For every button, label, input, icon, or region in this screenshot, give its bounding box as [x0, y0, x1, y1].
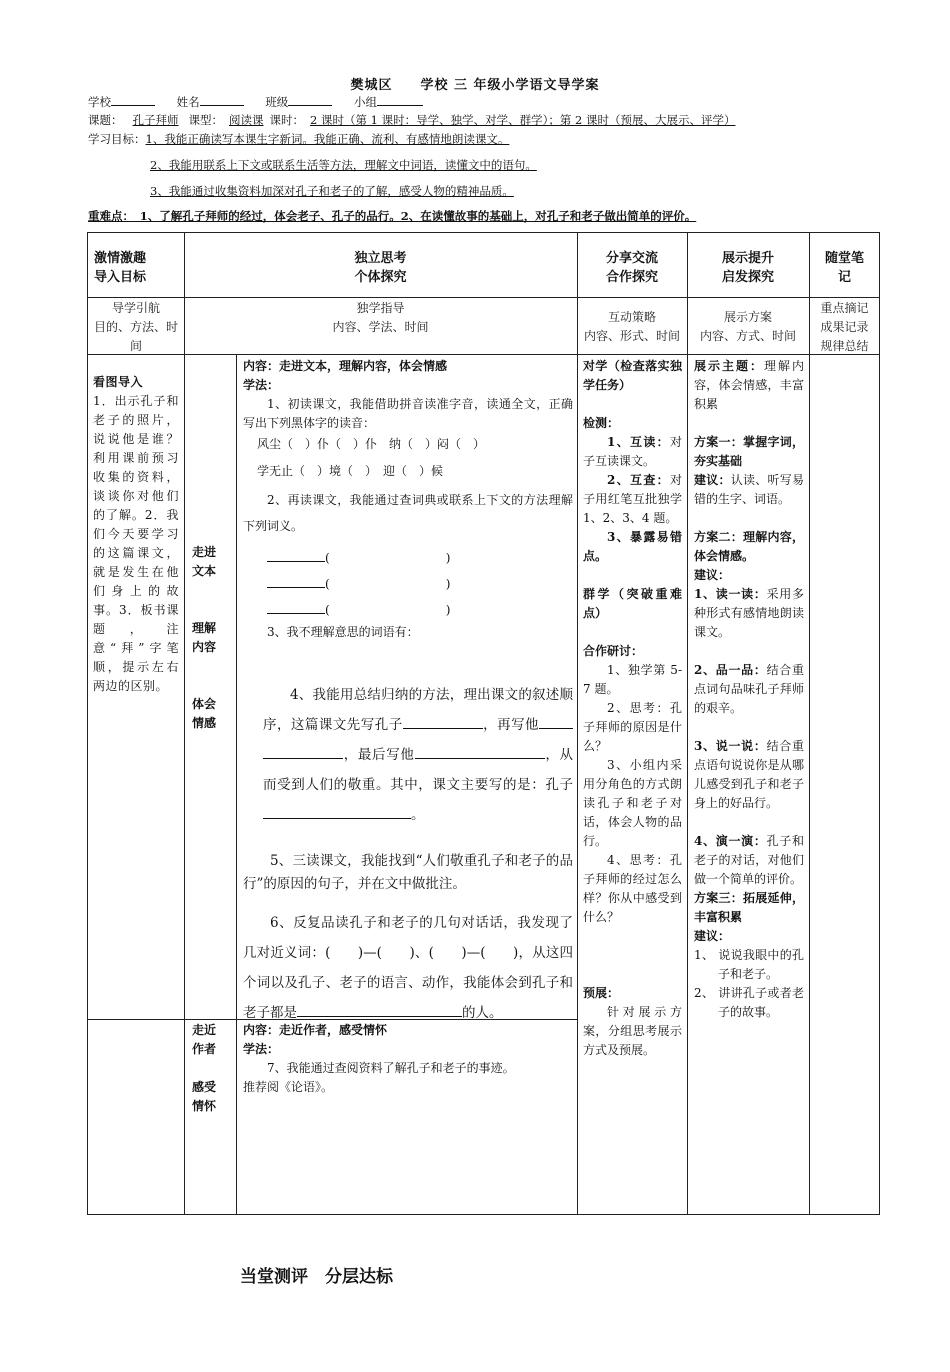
subheader-col1: 导学引航 目的、方法、时 间 [93, 301, 178, 353]
question-2: 2、再读课文，我能通过查词典或联系上下文的方法理解下列词义。 [243, 493, 573, 533]
class-blank[interactable] [288, 94, 332, 106]
question-6: 6、反复品读孔子和老子的几句对话话，我发现了几对近义词：( )—( )、( )—( )，从这四个词以及孔子、老子的语言、动作，我能体会到孔子和老子都是 的人。 [243, 915, 573, 1021]
q4-blank-3[interactable] [263, 758, 343, 759]
school-blank[interactable] [111, 94, 155, 106]
footer-heading: 当堂测评 分层达标 [240, 1267, 393, 1287]
subheader-col2: 独学指导 内容、学法、时间 [332, 301, 429, 334]
study-method: 学法： [243, 378, 280, 392]
name-blank[interactable] [200, 94, 244, 106]
q4-blank-4[interactable] [415, 758, 545, 759]
side-label-c1: 体会 [192, 697, 217, 711]
subheader-col5: 重点摘记 成果记录 规律总结 [820, 301, 869, 353]
preview-label: 预展： [583, 986, 620, 1000]
name-label: 姓名 [176, 95, 200, 109]
independent-study [243, 357, 573, 1028]
side-labels-bottom [192, 1021, 232, 1116]
lesson-hours-label: 课时： [269, 113, 304, 127]
study-content: 内容：走进文本，理解内容，体会情感 [243, 359, 448, 373]
presentation-plans: 展示主题：理解内容，体会情感，丰富积累 方案一：掌握字词，夯实基础 建议：认读、听写易错的生字、词语。 方案二：理解内容，体会情感。 建议： 1、读一读：采用多种形式有感情地朗读课文。 2、品一品：结合重点词句品味孔子拜师的艰辛。 3、说一说：结合重点语句说说你是从哪儿感受到孔子和老子身上的好品行。 4、演一演：孔子和老子的对话，对他们做一个简单的评价。 方案三：拓展延伸，丰富积累 建议： 1、 说说我眼中的孔子和老子。 2、 讲讲孔子或者老子的故事。 [694, 359, 804, 1019]
side-label-a2: 文本 [192, 564, 217, 578]
lesson-label: 课题： [88, 113, 123, 127]
objective-2: 2、我能用联系上下文或联系生活等方法，理解文中词语，读懂文中的语句。 [150, 158, 537, 172]
discuss-label: 合作研讨： [583, 644, 644, 658]
check-label: 检测： [583, 416, 620, 430]
question-3: 3、我不理解意思的词语有： [267, 625, 419, 639]
lesson-hours: 2 课时（第 1 课时：导学、独学、对学、群学）；第 2 课时（预展、大展示、评学） [310, 113, 736, 127]
q4-blank-5[interactable] [263, 818, 411, 819]
side-label-b2: 内容 [192, 640, 217, 654]
group-study: 群学（突破重难点） [583, 587, 682, 620]
side-label-b1: 理解 [192, 621, 217, 635]
side-label-e2: 情怀 [192, 1099, 217, 1113]
author-content: 内容：走近作者，感受情怀 [243, 1023, 388, 1037]
pinyin-row-1: 风尘（ ）仆（ ）仆 纳（ ）闷（ ） [257, 437, 486, 451]
vocab-blank[interactable] [267, 613, 325, 614]
plan-1: 方案一：掌握字词，夯实基础 [694, 435, 804, 468]
subheader-col4: 展示方案 内容、方式、时间 [699, 310, 796, 343]
group-label: 小组 [353, 95, 377, 109]
preview-text: 针对展示方案，分组思考展示方式及预展。 [583, 1005, 682, 1057]
vocab-blank[interactable] [267, 561, 325, 562]
question-7: 7、我能通过查阅资料了解孔子和老子的事迹。 [267, 1061, 515, 1075]
plan-2: 方案二：理解内容，体会情感。 [694, 530, 804, 563]
vocab-row: ( ) [267, 597, 573, 623]
question-1: 1、初读课文，我能借助拼音读准字音，读通全文，正确写出下列黑体字的读音： [243, 397, 573, 430]
objective-1: 1、我能正确读写本课生字新词。我能正确、流利、有感情地朗读课文。 [145, 132, 510, 146]
author-method: 学法： [243, 1042, 280, 1056]
student-info-line [88, 94, 423, 110]
intro-text: 1．出示孔子和老子的照片，说说他是谁？利用课前预习收集的资料，谈谈你对他们的了解。2．我们今天要学习的这篇课文，就是发生在他们身上的故事。3．板书课题，注意“拜”字笔顺，提示左右两边的区别。 [93, 394, 179, 693]
intro-heading: 看图导入 [93, 375, 144, 389]
side-label-d1: 走近 [192, 1023, 217, 1037]
pinyin-row-2: 学无止（ ）境（ ） 迎（ ）候 [257, 464, 444, 478]
header-col4: 展示提升 启发探究 [721, 251, 774, 285]
key-points: 重难点： 1、了解孔子拜师的经过，体会老子、孔子的品行。2、在读懂故事的基础上，对孔子和老子做出简单的评价。 [88, 209, 697, 223]
plan-3: 方案三：拓展延伸，丰富积累 [694, 891, 804, 924]
pair-study: 对学（检查落实独学任务） [583, 359, 682, 392]
group-blank[interactable] [377, 94, 423, 106]
lesson-line [88, 112, 771, 128]
study-guide-table [87, 232, 880, 1215]
q4-blank-1[interactable] [403, 728, 483, 729]
objective-3: 3、我能通过收集资料加深对孔子和老子的了解，感受人物的精神品质。 [150, 184, 514, 198]
vocab-blanks [243, 545, 573, 623]
side-label-a1: 走进 [192, 545, 217, 559]
vocab-row: ( ) [267, 545, 573, 571]
header-col3: 分享交流 合作探究 [605, 251, 658, 285]
vocab-row: ( ) [267, 571, 573, 597]
side-label-e1: 感受 [192, 1080, 217, 1094]
question-4: 4、我能用总结归纳的方法，理出课文的叙述顺序，这篇课文先写孔子 ，再写他，最后写他 ，从而受到人们的敬重。其中，课文主要写的是：孔子。 [263, 687, 573, 823]
class-label: 班级 [265, 95, 289, 109]
reading-recommendation: 推荐阅《论语》。 [243, 1080, 334, 1094]
lesson-type-label: 课型： [188, 113, 223, 127]
q6-blank[interactable] [297, 1016, 462, 1017]
lesson-type: 阅读课 [229, 113, 264, 127]
interaction-strategy: 对学（检查落实独学任务） 检测： 1、互读：对子互读课文。 2、互查：对子用红笔互批独学 1、2、3、4 题。 3、暴露易错点。 群学（突破重难点） 合作研讨： 1、独学第 5-7 题。 2、思考：孔子拜师的原因是什么？ 3、小组内采用分角色的方式朗读孔子和老子对话，体会人物的品行。 4、思考：孔子拜师的经过怎么样？你从中感受到什么？ 预展： 针对展示方案，分组思考展示方式及预展。 [583, 357, 682, 1060]
q4-blank-2[interactable] [539, 728, 573, 729]
school-label: 学校 [88, 95, 111, 109]
objectives-label: 学习目标： [88, 132, 146, 146]
header-col2: 独立思考 个体探究 [354, 251, 407, 285]
header-col5: 随堂笔 记 [824, 251, 864, 285]
lesson-topic: 孔子拜师 [132, 113, 179, 127]
objective-1-line [88, 131, 509, 147]
header-col1: 激情激趣 导入目标 [94, 251, 147, 285]
author-study [243, 1021, 573, 1097]
side-labels-top [192, 543, 232, 733]
page-title: 樊城区 学校 三 年级小学语文导学案 [350, 78, 600, 93]
question-5: 5、三读课文，我能找到“人们敬重孔子和老子的品行”的原因的句子，并在文中做批注。 [243, 853, 573, 892]
side-label-c2: 情感 [192, 716, 217, 730]
side-label-d2: 作者 [192, 1042, 217, 1056]
vocab-blank[interactable] [267, 587, 325, 588]
subheader-col3: 互动策略 内容、形式、时间 [583, 310, 680, 343]
intro-guide [93, 373, 179, 696]
expose-errors: 3、暴露易错点。 [583, 530, 682, 563]
